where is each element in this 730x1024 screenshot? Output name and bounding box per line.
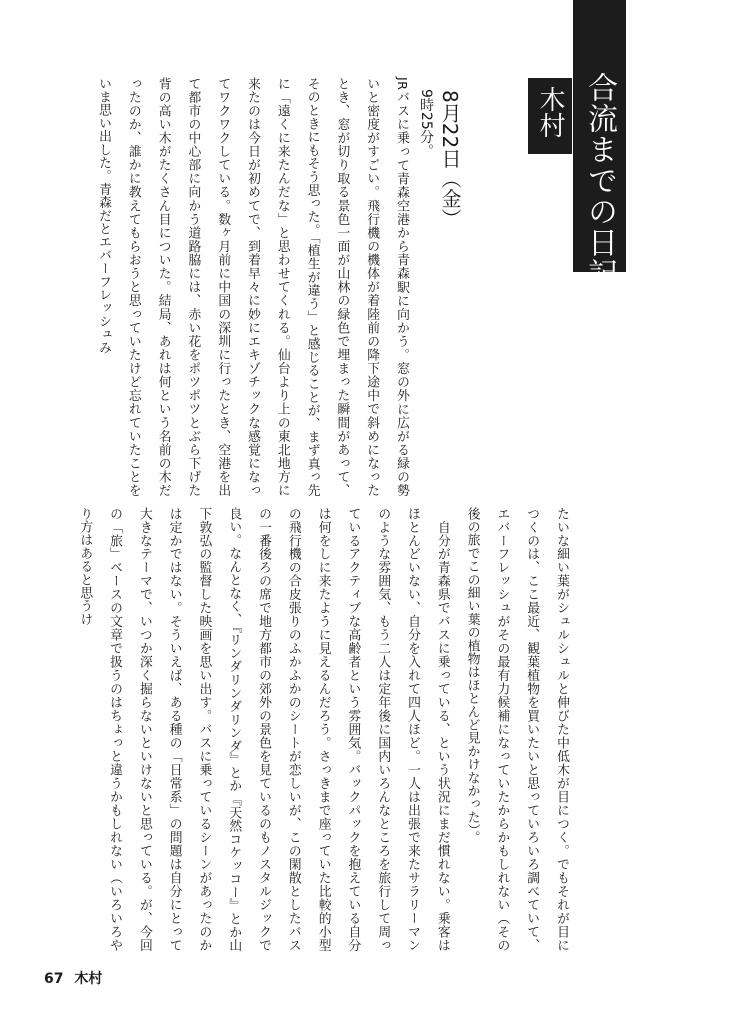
page-title: 合流までの日記 bbox=[582, 72, 617, 289]
entry-date: 8月22日（金） bbox=[438, 90, 462, 229]
footer-author: 木村 bbox=[74, 971, 103, 987]
page-number: 67 bbox=[44, 971, 64, 987]
title-banner bbox=[573, 0, 626, 289]
entry-time: 9時25分。 bbox=[418, 89, 434, 158]
body-text-upper: JRバスに乗って青森空港から青森駅に向かう。窓の外に広がる緑の勢いと密度がすごい。飛行機の機体が着陸前の降下途中で斜めになったとき、窓が切り取る景色一面が山林の緑色で埋まった瞬間があって、そのときにもそう思った。「植生が違う」と感じることが、まず真っ先に「遠くに来たんだな」と思わせてくれる。仙台より上の東北地方に来たのは今日が初めてで、到着早々に妙にエキゾチックな感覚になってワクワクしている。数ヶ月前に中国の深圳に行ったとき、空港を出て都市の中心部に向かう道路脇には、赤い花をポツポツとぶら下げた背の高い木がたくさん目についた。結局、あれは何という名前の木だったのか、誰かに教えてもらおうと思っていたけど忘れていたことをいま思い出した。青森だとエバーフレッシュみ bbox=[96, 77, 409, 497]
page-footer bbox=[44, 968, 108, 988]
author-name: 木村 bbox=[535, 86, 565, 138]
body-text-lower: たいな細い葉がシュルシュルと伸びた中低木が目につく。でもそれが目につくのは、ここ最近、観葉植物を買いたいと思っていろいろ調べていて、エバーフレッシュがその最有力候補になっていたからかもしれない（その後の旅でこの細い葉の植物はほとんど見かけなかった）。 自分が青森県でバスに乗っている、という状況にまだ慣れない。乗客はほとんどいない、自分を入れて四人ほど。一人は出張で来たサラリーマンのような雰囲気、もう二人は定年後に国内いろんなところを旅行して周っているアクティブな高齢者という雰囲気。バックパックを抱えている自分は何をしに来たように見えるんだろう。さっきまで座っていた比較的小型の飛行機の合皮張りのふかふかのシートが恋しいが、この閑散としたバスの一番後ろの席で地方都市の郊外の景色を見ているのもノスタルジックで良い。なんとなく、『リンダリンダリンダ』とか『天然コケッコー』とか山下敦弘の監督した映画を思い出す。バスに乗っているシーンがあったのかは定かではない。そういえば、ある種の「日常系」の問題は自分にとって大きなテーマで、いつか深く掘らないといけないと思っている。が、今回の「旅」ベースの文章で扱うのはちょっと違うかもしれない（いろいろやり方はあると思うけ bbox=[77, 507, 569, 952]
author-banner bbox=[528, 78, 572, 154]
